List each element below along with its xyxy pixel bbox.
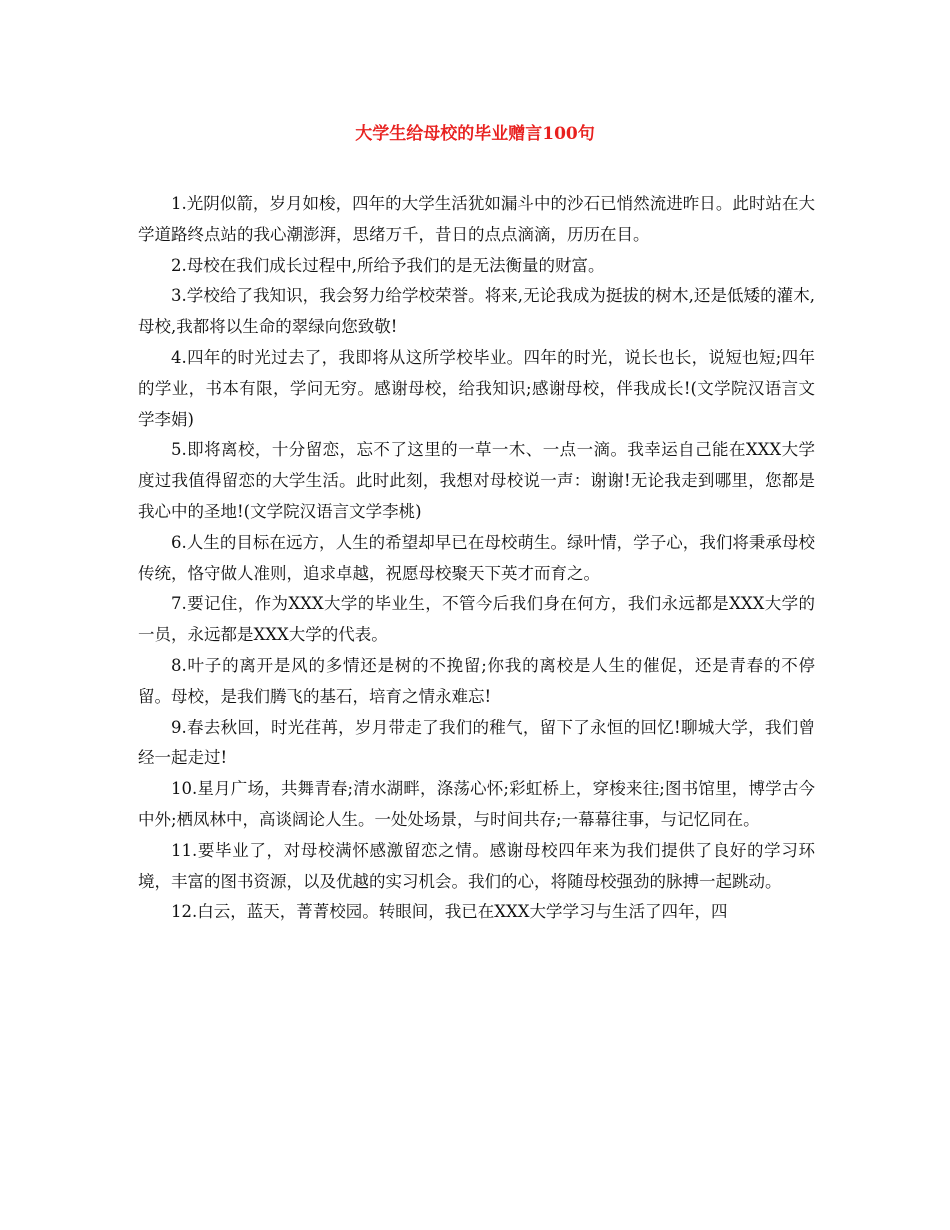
document-title: 大学生给母校的毕业赠言100句: [355, 124, 595, 144]
paragraph-1: 1.光阴似箭，岁月如梭，四年的大学生活犹如漏斗中的沙石已悄然流进昨日。此时站在大学道路终点站的我心潮澎湃，思绪万千，昔日的点点滴滴，历历在目。: [138, 194, 815, 244]
paragraph-6: 6.人生的目标在远方，人生的希望却早已在母校萌生。绿叶情，学子心，我们将秉承母校传统，恪守做人准则，追求卓越，祝愿母校聚天下英才而育之。: [138, 532, 815, 583]
paragraph-5: 5.即将离校，十分留恋，忘不了这里的一草一木、一点一滴。我幸运自己能在XXX大学度过我值得留恋的大学生活。此时此刻，我想对母校说一声：谢谢!无论我走到哪里，您都是我心中的圣地!(文学院汉语言文学李桃): [138, 440, 815, 521]
paragraph-2: 2.母校在我们成长过程中,所给予我们的是无法衡量的财富。: [171, 255, 605, 275]
paragraph-8: 8.叶子的离开是风的多情还是树的不挽留;你我的离校是人生的催促，还是青春的不停留。母校，是我们腾飞的基石，培育之情永难忘!: [138, 655, 815, 706]
paragraph-9: 9.春去秋回，时光荏苒，岁月带走了我们的稚气，留下了永恒的回忆!聊城大学，我们曾经一起走过!: [138, 717, 815, 768]
paragraph-11: 11.要毕业了，对母校满怀感激留恋之情。感谢母校四年来为我们提供了良好的学习环境，丰富的图书资源，以及优越的实习机会。我们的心，将随母校强劲的脉搏一起跳动。: [138, 840, 815, 891]
paragraph-3: 3.学校给了我知识，我会努力给学校荣誉。将来,无论我成为挺拔的树木,还是低矮的灌木,母校,我都将以生命的翠绿向您致敬!: [138, 286, 815, 337]
paragraph-4: 4.四年的时光过去了，我即将从这所学校毕业。四年的时光，说长也长，说短也短;四年的学业，书本有限，学问无穷。感谢母校，给我知识;感谢母校，伴我成长!(文学院汉语言文学李娟): [138, 347, 815, 429]
document-body: [138, 189, 815, 928]
paragraph-7: 7.要记住，作为XXX大学的毕业生，不管今后我们身在何方，我们永远都是XXX大学的一员，永远都是XXX大学的代表。: [138, 594, 815, 645]
paragraph-10: 10.星月广场，共舞青春;清水湖畔，涤荡心怀;彩虹桥上，穿梭来往;图书馆里，博学古今中外;栖凤林中，高谈阔论人生。一处处场景，与时间共存;一幕幕往事，与记忆同在。: [138, 779, 815, 829]
paragraph-12: 12.白云，蓝天，菁菁校园。转眼间，我已在XXX大学学习与生活了四年，四: [171, 902, 728, 922]
